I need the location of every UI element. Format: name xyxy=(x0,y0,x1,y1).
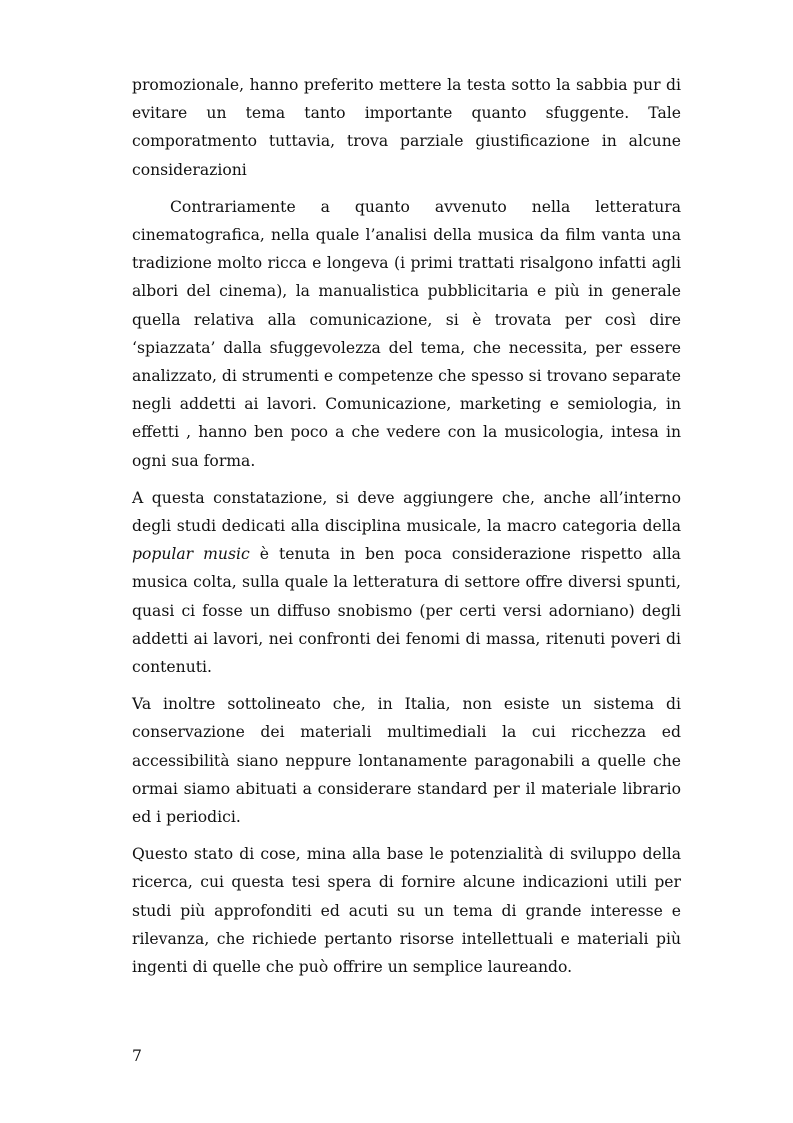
document-page xyxy=(132,71,681,990)
paragraph-4: Va inoltre sottolineato che, in Italia, non esiste un sistema di conservazione dei materiali multimediali la cui ricchezza ed accessibilità siano neppure lontanamente paragonabili a quelle che ormai siamo abituati a considerare standard per il materiale librario ed i periodici. xyxy=(132,695,681,827)
paragraph-5: Questo stato di cose, mina alla base le potenzialità di sviluppo della ricerca, cui questa tesi spera di fornire alcune indicazioni utili per studi più approfonditi ed acuti su un tema di grande interesse e rilevanza, che richiede pertanto risorse intellettuali e materiali più ingenti di quelle che può offrire un semplice laureando. xyxy=(132,845,681,977)
popular-music-term: popular music xyxy=(132,545,250,564)
paragraph-1: promozionale, hanno preferito mettere la testa sotto la sabbia pur di evitare un tema tanto importante quanto sfuggente. Tale comporatmento tuttavia, trova parziale giustificazione in alcune considerazioni xyxy=(132,76,681,179)
paragraph-3 xyxy=(132,484,681,681)
paragraph-3-text-end: è tenuta in ben poca considerazione rispetto alla musica colta, sulla quale la letteratura di settore offre diversi spunti, quasi ci fosse un diffuso snobismo (per certi versi adorniano) degli addetti ai lavori, nei confronti dei fenomi di massa, ritenuti poveri di contenuti. xyxy=(132,545,681,677)
paragraph-2: Contrariamente a quanto avvenuto nella letteratura cinematografica, nella quale l’analisi della musica da film vanta una tradizione molto ricca e longeva (i primi trattati risalgono infatti agli albori del cinema), la manualistica pubblicitaria e più in generale quella relativa alla comunicazione, si è trovata per così dire ‘spiazzata’ dalla sfuggevolezza del tema, che necessita, per essere analizzato, di strumenti e competenze che spesso si trovano separate negli addetti ai lavori. Comunicazione, marketing e semiologia, in effetti , hanno ben poco a che vedere con la musicologia, intesa in ogni sua forma. xyxy=(132,197,681,470)
paragraph-3-text-start: A questa constatazione, si deve aggiungere che, anche all’interno degli studi dedicati alla disciplina musicale, la macro categoria della xyxy=(132,488,681,536)
page-number: 7 xyxy=(132,1047,142,1065)
